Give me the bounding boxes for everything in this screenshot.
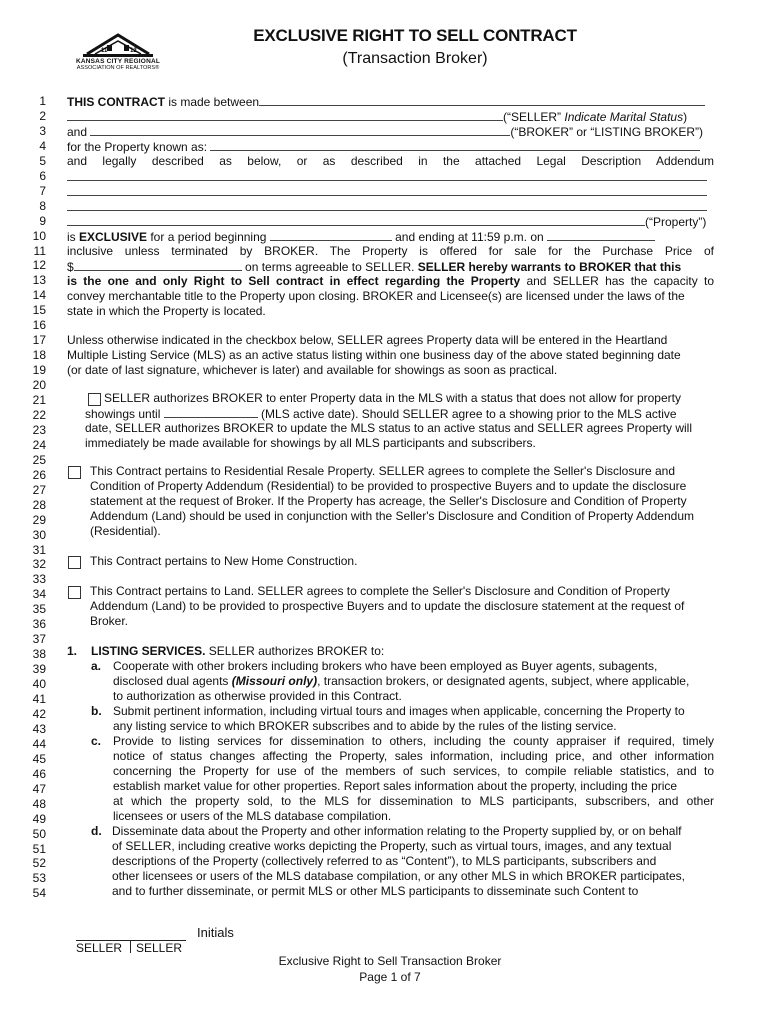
line-27: Condition of Property Addendum (Residential) to be provided to prospective Buyers and to update the disclosure: [90, 479, 687, 493]
line-42: b. Submit pertinent information, including virtual tours and images when applicable, concerning the Property to: [91, 704, 685, 718]
line-6: [0, 169, 770, 184]
line-number: 42: [32, 706, 46, 721]
line-number: 26: [32, 467, 46, 482]
line-17: Unless otherwise indicated in the checkbox below, SELLER agrees Property data will be entered in the Heartland: [67, 333, 668, 347]
line-43: any listing service to which BROKER subscribes and to abide by the rules of the listing service.: [113, 719, 617, 733]
legal-description-field-3[interactable]: [67, 199, 707, 211]
line-50: d. Disseminate data about the Property and other information relating to the Property supplied by, or on behalf: [91, 824, 682, 838]
new-home-construction-checkbox[interactable]: [68, 556, 81, 569]
line-38: 1. LISTING SERVICES. SELLER authorizes BROKER to:: [67, 644, 385, 658]
line-number: 32: [32, 557, 46, 572]
line-number: 6: [39, 168, 46, 183]
footer-title: Exclusive Right to Sell Transaction Broker: [278, 954, 502, 968]
line-48: at which the property sold, to the MLS for dissemination to MLS participants, subscribers, and other: [113, 794, 714, 808]
line-8: [0, 199, 770, 214]
line-number: 50: [32, 826, 46, 841]
contract-intro-bold: THIS CONTRACT: [67, 95, 165, 109]
line-39: a. Cooperate with other brokers including brokers who have been employed as Buyer agents, subagents,: [91, 659, 658, 673]
line-number: 54: [32, 886, 46, 901]
seller-1-label: SELLER: [76, 941, 123, 955]
line-15: state in which the Property is located.: [67, 304, 266, 318]
line-number: 48: [32, 796, 46, 811]
line-28: statement at the request of Broker. If the Property has acreage, the Seller's Disclosure and Condition of Property: [90, 494, 687, 508]
line-number: 4: [39, 138, 46, 153]
line-40: disclosed dual agents (Missouri only), transaction brokers, or designated agents, subject, where applicable,: [113, 674, 690, 688]
line-32: This Contract pertains to New Home Construction.: [0, 554, 770, 569]
line-22: showings until (MLS active date). Should SELLER agree to a showing prior to the MLS active: [85, 407, 677, 421]
mls-active-date-field[interactable]: [164, 406, 258, 418]
section-heading: LISTING SERVICES.: [91, 644, 206, 658]
line-34: This Contract pertains to Land. SELLER agrees to complete the Seller's Disclosure and Condition of Property: [0, 584, 770, 599]
line-number: 40: [32, 677, 46, 692]
line-46: concerning the Property for use of the members of such services, to compile reliable statistics, and to: [113, 764, 714, 778]
line-number: 18: [32, 348, 46, 363]
line-number: 15: [32, 303, 46, 318]
line-number: 25: [32, 452, 46, 467]
begin-date-field[interactable]: [270, 229, 392, 241]
legal-description-field-2[interactable]: [67, 184, 707, 196]
line-number: 29: [32, 512, 46, 527]
line-35: Addendum (Land) to be provided to prospective Buyers and to update the disclosure statement at the request of: [90, 599, 685, 613]
line-number: 44: [32, 736, 46, 751]
line-number: 9: [39, 213, 46, 228]
line-number: 5: [39, 153, 46, 168]
line-number: 21: [32, 393, 46, 407]
line-number: 27: [32, 482, 46, 497]
line-11: inclusive unless terminated by BROKER. The Property is offered for sale for the Purchase Price of: [67, 244, 714, 258]
initials-separator: [130, 940, 131, 953]
residential-resale-checkbox[interactable]: [68, 466, 81, 479]
seller-2-label: SELLER: [136, 941, 183, 955]
line-number: 19: [32, 363, 46, 378]
line-number: 33: [32, 572, 46, 587]
line-number: 22: [32, 407, 46, 422]
kcrar-logo: [68, 32, 168, 80]
document-title: EXCLUSIVE RIGHT TO SELL CONTRACT: [253, 26, 577, 45]
document-subtitle: (Transaction Broker): [342, 50, 488, 67]
line-number: 3: [39, 123, 46, 138]
initials-label: Initials: [197, 925, 234, 940]
logo-line-2: ASSOCIATION OF REALTORS®: [76, 65, 160, 71]
line-4: for the Property known as:: [0, 139, 770, 154]
line-26: This Contract pertains to Residential Resale Property. SELLER agrees to complete the Seller's Disclosure and: [0, 464, 770, 479]
line-number: 31: [32, 542, 46, 557]
line-number: 11: [33, 243, 46, 258]
line-number: 24: [32, 437, 46, 452]
line-number: 53: [32, 871, 46, 886]
line-3: and (“BROKER” or “LISTING BROKER”): [67, 125, 704, 139]
section-number: 1.: [67, 644, 78, 658]
line-13: is the one and only Right to Sell contract in effect regarding the Property and SELLER has the capacity to: [67, 274, 714, 288]
line-number: 45: [32, 751, 46, 766]
line-45: notice of status changes affecting the Property, sales information, including price, and other information: [113, 749, 714, 763]
line-number: 41: [32, 692, 46, 706]
logo-line-1: KANSAS CITY REGIONAL: [75, 58, 161, 65]
line-51: of SELLER, including creative works depicting the Property, such as virtual tours, images, and any textual: [112, 839, 672, 853]
line-number: 20: [32, 378, 46, 393]
line-number: 36: [32, 617, 46, 632]
logo-house-label-right: 12: [130, 48, 137, 54]
line-29: Addendum (Land) should be used in conjunction with the Seller's Disclosure and Condition of Property Addendum: [90, 509, 694, 523]
line-number: 46: [32, 766, 46, 781]
line-44: c. Provide to listing services for dissemination to others, including the county appraiser if required, timely: [91, 734, 714, 748]
line-14: convey merchantable title to the Property upon closing. BROKER and Licensee(s) are licensed under the laws of the: [67, 289, 685, 303]
line-number: 16: [32, 318, 46, 333]
line-1: THIS CONTRACT is made between: [0, 94, 770, 109]
line-19: (or date of last signature, whichever is later) and available for showings as soon as practical.: [67, 363, 558, 377]
line-36: Broker.: [90, 614, 129, 628]
line-54: and to further disseminate, or permit MLS or other MLS participants to disseminate such Content to: [112, 884, 639, 898]
line-24: immediately be made available for showings by all MLS participants and subscribers.: [85, 436, 536, 450]
legal-description-field-1[interactable]: [67, 169, 707, 181]
line-23: date, SELLER authorizes BROKER to update the MLS status to an active status and SELLER agrees Property will: [85, 421, 692, 435]
line-number: 28: [32, 497, 46, 512]
property-address-field[interactable]: [210, 139, 700, 151]
legal-description-field-4[interactable]: [67, 214, 645, 226]
line-number: 38: [32, 647, 46, 662]
line-number: 37: [32, 632, 46, 647]
line-number: 12: [32, 258, 46, 273]
line-number: 14: [32, 288, 46, 303]
line-10: is EXCLUSIVE for a period beginning and ending at 11:59 p.m. on: [0, 229, 770, 244]
line-number: 13: [32, 273, 46, 288]
line-12: $ on terms agreeable to SELLER. SELLER hereby warrants to BROKER that this: [67, 260, 682, 274]
line-number: 52: [32, 856, 46, 871]
line-number: 10: [32, 228, 46, 243]
line-9: (“Property”): [0, 214, 770, 229]
line-number: 49: [32, 811, 46, 826]
line-number: 34: [32, 587, 46, 602]
line-53: other licensees or users of the MLS database compilation, or any other MLS in which BROKER participates,: [112, 869, 685, 883]
line-number: 17: [32, 333, 46, 348]
broker-name-field[interactable]: [90, 124, 510, 136]
seller-name-field[interactable]: [259, 94, 705, 106]
line-number: 2: [39, 108, 46, 123]
mls-delay-checkbox[interactable]: [88, 393, 101, 406]
line-18: Multiple Listing Service (MLS) as an active status listing within one business day of the above stated beginning date: [67, 348, 681, 362]
purchase-price-field[interactable]: [74, 259, 242, 271]
line-number: 35: [32, 602, 46, 617]
line-number: 23: [32, 422, 46, 437]
land-checkbox[interactable]: [68, 586, 81, 599]
end-date-field[interactable]: [547, 229, 655, 241]
line-49: licensees or users of the MLS database compilation.: [113, 809, 392, 823]
line-21: SELLER authorizes BROKER to enter Property data in the MLS with a status that does not allow for property: [0, 391, 770, 406]
line-number: 7: [39, 183, 46, 198]
line-41: to authorization as otherwise provided in this Contract.: [113, 689, 402, 703]
line-number: 47: [32, 781, 46, 796]
house-roof-icon: [83, 32, 153, 58]
footer-page: Page 1 of 7: [359, 970, 421, 984]
line-2: (“SELLER” Indicate Marital Status): [0, 109, 770, 124]
seller-name-field-2[interactable]: [67, 109, 503, 121]
seller-initials-field[interactable]: [76, 924, 186, 941]
line-number: 1: [39, 94, 46, 108]
line-number: 39: [32, 662, 46, 677]
line-7: [0, 184, 770, 199]
line-5: and legally described as below, or as described in the attached Legal Description Addendum: [67, 154, 714, 168]
line-number: 8: [39, 198, 46, 213]
line-number: 51: [32, 841, 46, 856]
line-47: establish market value for other properties. Report sales information about the property, including the price: [113, 779, 678, 793]
line-52: descriptions of the Property (collectively referred to as “Content”), to MLS participants, subscribers and: [112, 854, 657, 868]
logo-house-label-left: 11: [101, 48, 108, 54]
line-30: (Residential).: [90, 524, 161, 538]
line-number: 43: [32, 721, 46, 736]
line-number: 30: [32, 527, 46, 542]
